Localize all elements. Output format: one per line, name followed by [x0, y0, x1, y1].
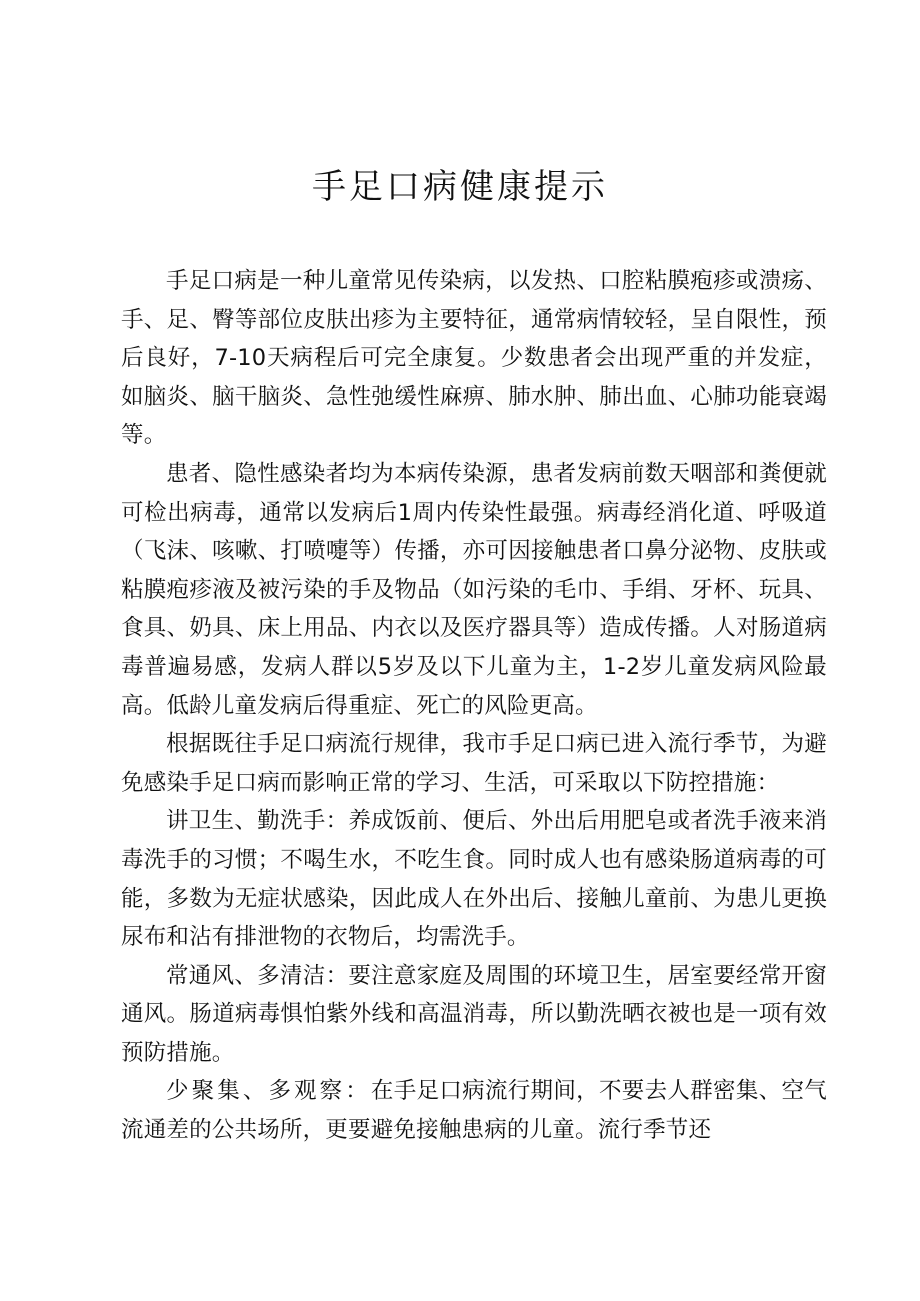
paragraph-lead-heading: 少聚集、多观察： — [166, 1078, 371, 1105]
paragraph-overview: 手足口病是一种儿童常见传染病，以发热、口腔粘膜疱疹或溃疡、手、足、臀等部位皮肤出疹为主要特征，通常病情较轻，呈自限性，预后良好，7-10天病程后可完全康复。少数患者会出现严重的并发症，如脑炎、脑干脑炎、急性弛缓性麻痹、肺水肿、肺出血、心肺功能衰竭等。 — [121, 268, 827, 449]
paragraph-lead-text: 在手足口病流行期间，不要去人群密集、空气流通差的公共场所，更要避免接触患病的儿童。流行季节还 — [121, 1078, 827, 1144]
paragraph-avoid-crowds — [121, 1072, 827, 1149]
paragraph-hygiene: 讲卫生、勤洗手：养成饭前、便后、外出后用肥皂或者洗手液来消毒洗手的习惯；不喝生水，不吃生食。同时成人也有感染肠道病毒的可能，多数为无症状感染，因此成人在外出后、接触儿童前、为患儿更换尿布和沾有排泄物的衣物后，均需洗手。 — [121, 808, 827, 951]
document-title: 手足口病健康提示 — [312, 167, 608, 207]
document-body — [121, 262, 827, 1150]
paragraph-ventilation: 常通风、多清洁：要注意家庭及周围的环境卫生，居室要经常开窗通风。肠道病毒惧怕紫外线和高温消毒，所以勤洗晒衣被也是一项有效预防措施。 — [121, 962, 827, 1066]
paragraph-prevention-intro: 根据既往手足口病流行规律，我市手足口病已进入流行季节，为避免感染手足口病而影响正常的学习、生活，可采取以下防控措施： — [121, 731, 827, 796]
paragraph-transmission: 患者、隐性感染者均为本病传染源，患者发病前数天咽部和粪便就可检出病毒，通常以发病后1周内传染性最强。病毒经消化道、呼吸道（飞沫、咳嗽、打喷嚏等）传播，亦可因接触患者口鼻分泌物、皮肤或粘膜疱疹液及被污染的手及物品（如污染的毛巾、手绢、牙杯、玩具、食具、奶具、床上用品、内衣以及医疗器具等）造成传播。人对肠道病毒普遍易感，发病人群以5岁及以下儿童为主，1-2岁儿童发病风险最高。低龄儿童发病后得重症、死亡的风险更高。 — [121, 460, 827, 719]
